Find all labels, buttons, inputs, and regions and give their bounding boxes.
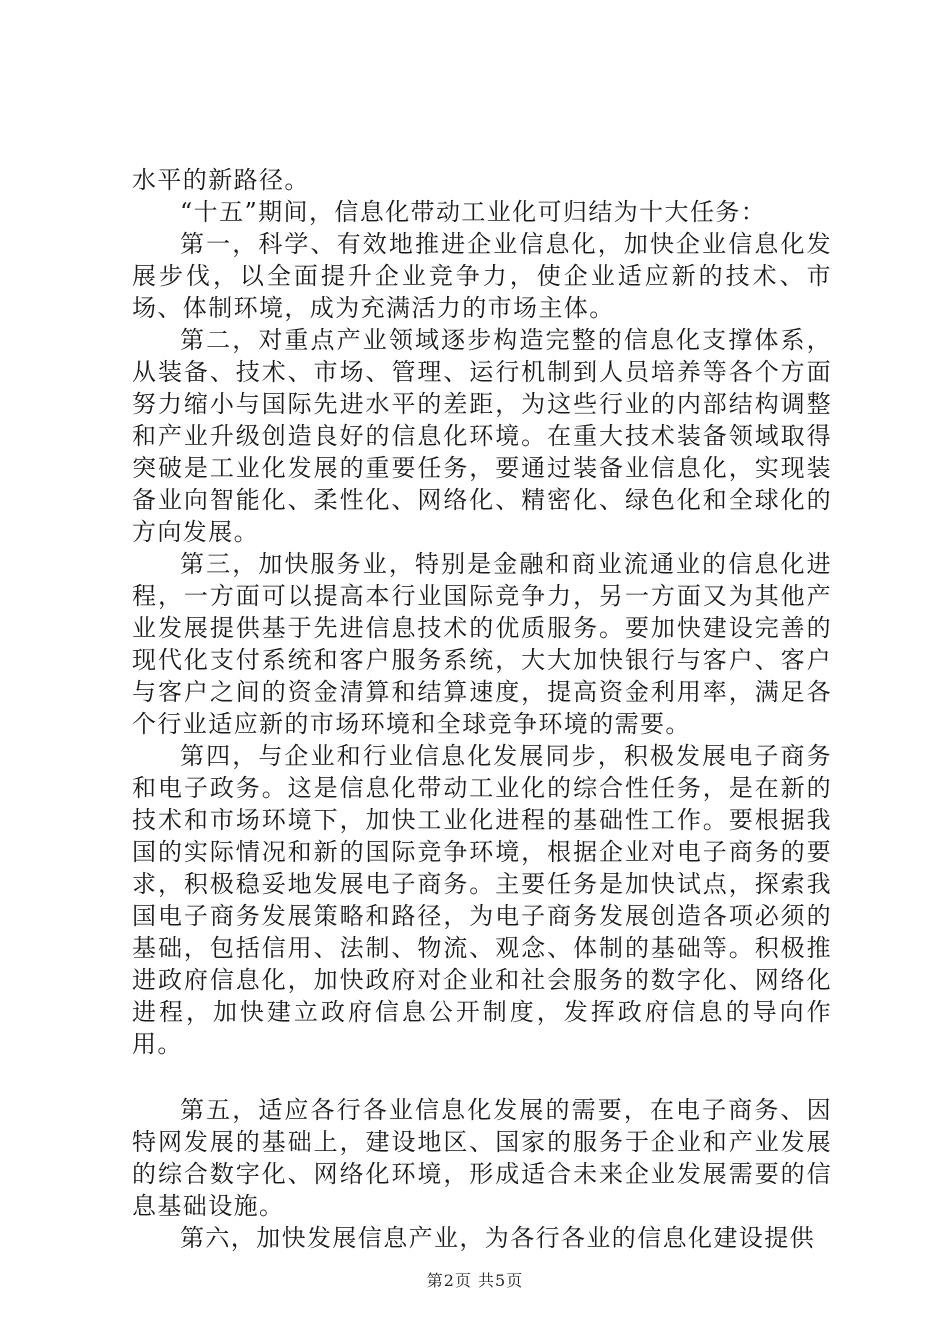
paragraph-task-2: 第二，对重点产业领域逐步构造完整的信息化支撑体系，从装备、技术、市场、管理、运行机制到人员培养等各个方面努力缩小与国际先进水平的差距，为这些行业的内部结构调整和产业升级创造良好的信息化环境。在重大技术装备领域取得突破是工业化发展的重要任务，要通过装备业信息化，实现装备业向智能化、柔性化、网络化、精密化、绿色化和全球化的方向发展。 bbox=[132, 326, 832, 546]
paragraph-gap bbox=[132, 1060, 832, 1094]
page-footer: 第2页 共5页 bbox=[426, 1271, 524, 1290]
paragraph-task-1: 第一，科学、有效地推进企业信息化，加快企业信息化发展步伐，以全面提升企业竞争力，使企业适应新的技术、市场、体制环境，成为充满活力的市场主体。 bbox=[132, 230, 832, 322]
paragraph-task-5: 第五，适应各行各业信息化发展的需要，在电子商务、因特网发展的基础上，建设地区、国家的服务于企业和产业发展的综合数字化、网络化环境，形成适合未来企业发展需要的信息基础设施。 bbox=[132, 1096, 832, 1220]
paragraph-task-4: 第四，与企业和行业信息化发展同步，积极发展电子商务和电子政务。这是信息化带动工业化的综合性任务，是在新的技术和市场环境下，加快工业化进程的基础性工作。要根据我国的实际情况和新的国际竞争环境，根据企业对电子商务的要求，积极稳妥地发展电子商务。主要任务是加快试点，探索我国电子商务发展策略和路径，为电子商务发展创造各项必须的基础，包括信用、法制、物流、观念、体制的基础等。积极推进政府信息化，加快政府对企业和社会服务的数字化、网络化进程，加快建立政府信息公开制度，发挥政府信息的导向作用。 bbox=[132, 742, 832, 1058]
document-body bbox=[132, 164, 832, 1254]
paragraph-intro: “十五”期间，信息化带动工业化可归结为十大任务： bbox=[180, 198, 767, 226]
paragraph-task-6: 第六，加快发展信息产业，为各行各业的信息化建设提供 bbox=[180, 1224, 815, 1252]
paragraph-continuation: 水平的新路径。 bbox=[132, 166, 310, 194]
paragraph-task-3: 第三，加快服务业，特别是金融和商业流通业的信息化进程，一方面可以提高本行业国际竞争力，另一方面又为其他产业发展提供基于先进信息技术的优质服务。要加快建设完善的现代化支付系统和客户服务系统，大大加快银行与客户、客户与客户之间的资金清算和结算速度，提高资金利用率，满足各个行业适应新的市场环境和全球竞争环境的需要。 bbox=[132, 550, 832, 738]
